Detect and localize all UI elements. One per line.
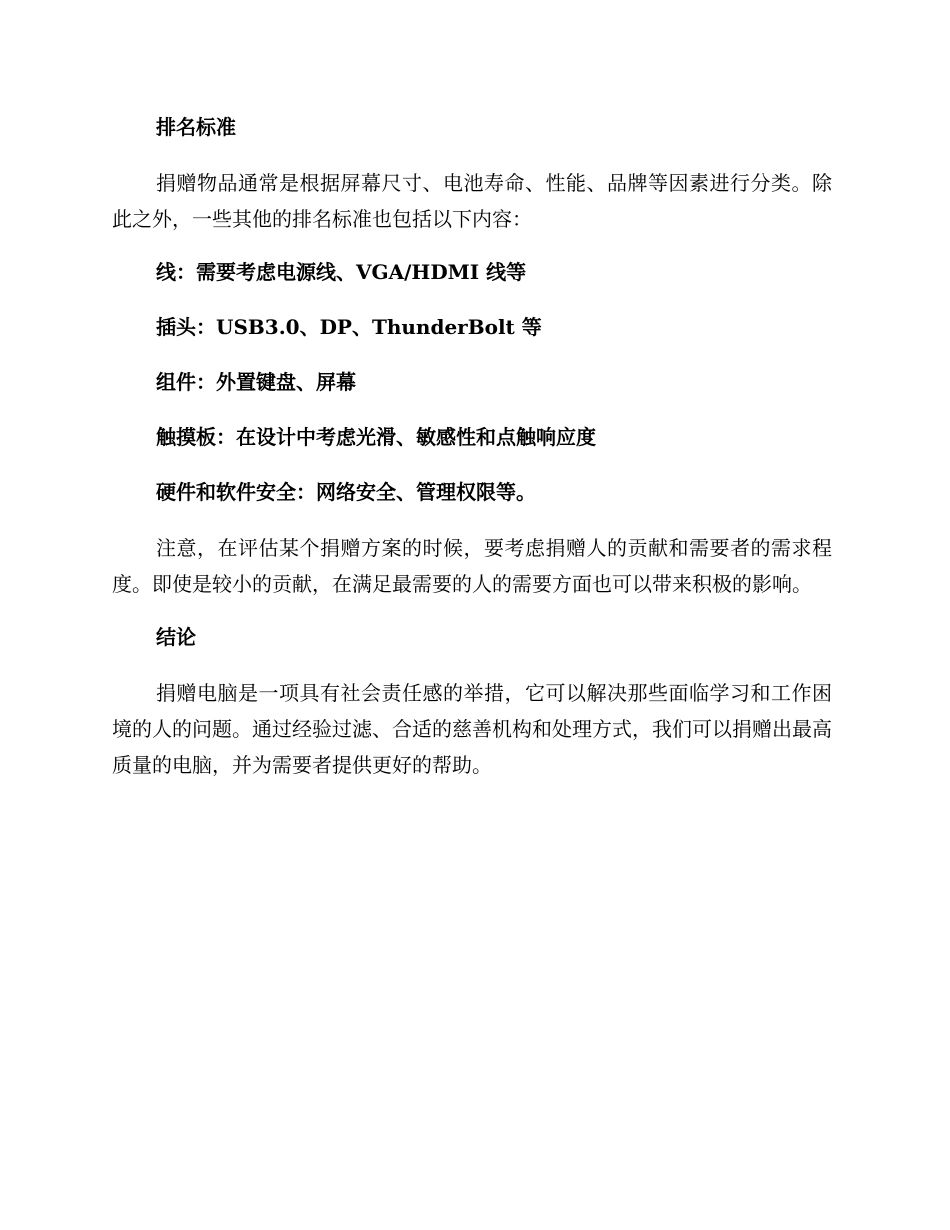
criteria-item-plugs: 插头：USB3.0、DP、ThunderBolt 等 bbox=[156, 315, 542, 339]
section-heading-conclusion: 结论 bbox=[156, 625, 196, 649]
criteria-item-cables: 线：需要考虑电源线、VGA/HDMI 线等 bbox=[156, 260, 527, 284]
paragraph-ranking-intro: 捐赠物品通常是根据屏幕尺寸、电池寿命、性能、品牌等因素进行分类。除此之外，一些其他的排名标准也包括以下内容： bbox=[112, 171, 832, 231]
document-body bbox=[112, 110, 832, 801]
section-heading-ranking-criteria: 排名标准 bbox=[156, 115, 236, 139]
criteria-item-security: 硬件和软件安全：网络安全、管理权限等。 bbox=[156, 480, 536, 504]
paragraph-note: 注意，在评估某个捐赠方案的时候，要考虑捐赠人的贡献和需要者的需求程度。即使是较小的贡献，在满足最需要的人的需要方面也可以带来积极的影响。 bbox=[112, 536, 832, 596]
paragraph-conclusion: 捐赠电脑是一项具有社会责任感的举措，它可以解决那些面临学习和工作困境的人的问题。通过经验过滤、合适的慈善机构和处理方式，我们可以捐赠出最高质量的电脑，并为需要者提供更好的帮助。 bbox=[112, 681, 832, 777]
criteria-item-touchpad: 触摸板：在设计中考虑光滑、敏感性和点触响应度 bbox=[156, 425, 596, 449]
criteria-item-components: 组件：外置键盘、屏幕 bbox=[156, 370, 356, 394]
